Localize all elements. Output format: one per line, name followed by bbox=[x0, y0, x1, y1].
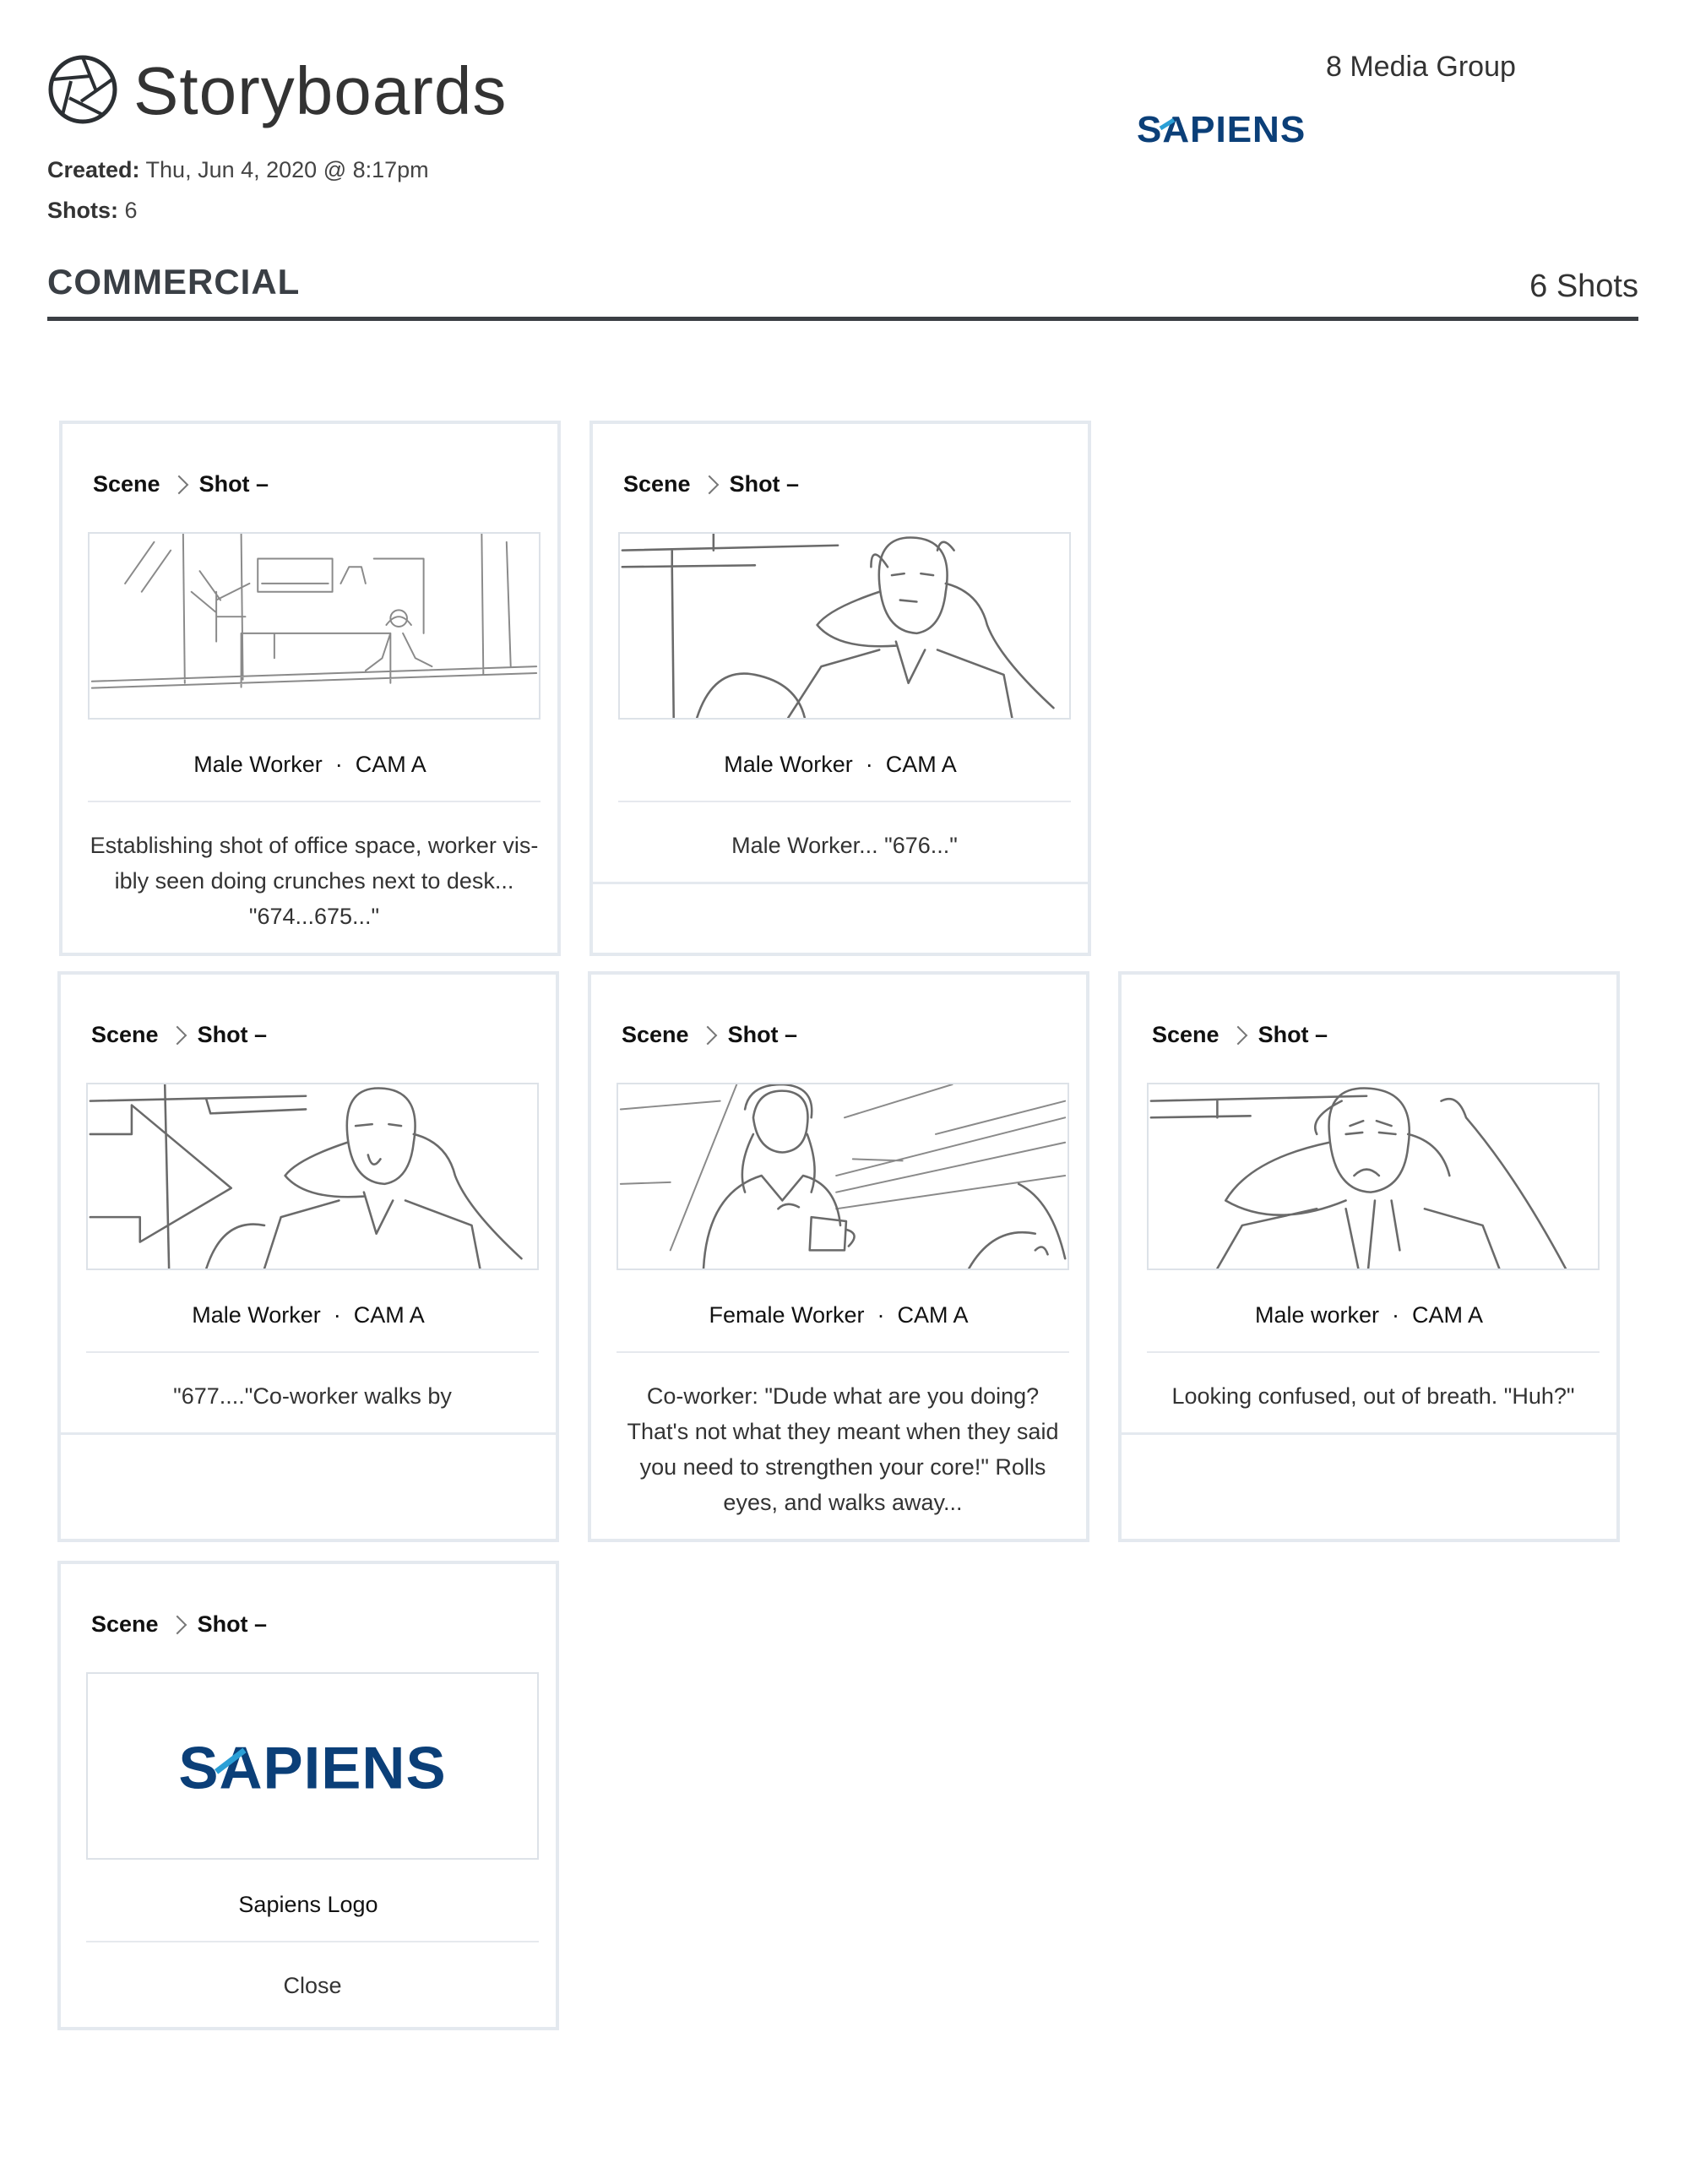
created-line bbox=[47, 157, 429, 183]
shot-thumbnail[interactable] bbox=[86, 1083, 539, 1270]
created-value: Thu, Jun 4, 2020 @ 8:17pm bbox=[145, 157, 429, 182]
chevron-right-icon bbox=[169, 475, 188, 494]
breadcrumb bbox=[91, 1022, 267, 1048]
shot-description: Male Worker... "676..." bbox=[731, 833, 958, 858]
chevron-right-icon bbox=[1228, 1025, 1247, 1045]
chevron-right-icon bbox=[698, 1025, 717, 1045]
confused-worker-sketch-image bbox=[1149, 1084, 1598, 1269]
office-sketch-image bbox=[90, 534, 539, 718]
shot-thumbnail[interactable] bbox=[88, 532, 541, 720]
card-divider bbox=[617, 1351, 1069, 1353]
scene-label: Scene bbox=[91, 1022, 159, 1047]
male-worker-sketch-image bbox=[620, 534, 1069, 718]
chevron-right-icon bbox=[167, 1615, 187, 1634]
breadcrumb bbox=[93, 471, 269, 497]
shot-description: "677...."Co-worker walks by bbox=[173, 1383, 452, 1409]
scene-label: Scene bbox=[622, 1022, 689, 1047]
logo-text: SAPIENS bbox=[178, 1734, 447, 1801]
breadcrumb bbox=[623, 471, 799, 497]
shot-description: Establishing shot of office space, worker vis-ibly seen doing crunches next to desk... "674...675..." bbox=[90, 833, 539, 929]
scene-label: Scene bbox=[93, 471, 160, 497]
shot-label: Shot – bbox=[198, 471, 269, 497]
shot-description: Looking confused, out of breath. "Huh?" bbox=[1171, 1383, 1575, 1409]
shot-label: Shot – bbox=[197, 1022, 268, 1047]
breadcrumb bbox=[1152, 1022, 1328, 1048]
shot-label: Shot – bbox=[1258, 1022, 1328, 1047]
shot-label: Shot – bbox=[197, 1611, 268, 1637]
scene-label: Scene bbox=[1152, 1022, 1220, 1047]
shots-line bbox=[47, 198, 138, 224]
shot-caption: Sapiens Logo bbox=[238, 1892, 378, 1917]
shots-value: 6 bbox=[124, 198, 138, 223]
shot-card[interactable] bbox=[59, 421, 561, 956]
chevron-right-icon bbox=[167, 1025, 187, 1045]
page-title: Storyboards bbox=[133, 53, 508, 128]
female-worker-sketch-image bbox=[618, 1084, 1067, 1269]
shot-caption: Male worker · CAM A bbox=[1254, 1302, 1484, 1328]
card-divider bbox=[618, 801, 1071, 802]
breadcrumb bbox=[91, 1611, 267, 1638]
shot-thumbnail[interactable] bbox=[86, 1672, 539, 1860]
created-label: Created: bbox=[47, 157, 140, 182]
card-body bbox=[1122, 975, 1616, 1435]
shot-count: 6 Shots bbox=[1529, 269, 1638, 304]
card-body bbox=[61, 975, 556, 1435]
shot-caption: Male Worker · CAM A bbox=[192, 1302, 425, 1328]
worker-arrow-sketch-image bbox=[88, 1084, 537, 1269]
card-divider bbox=[1147, 1351, 1600, 1353]
scene-label: Scene bbox=[91, 1611, 159, 1637]
shots-label: Shots: bbox=[47, 198, 118, 223]
chevron-right-icon bbox=[699, 475, 719, 494]
card-body bbox=[593, 424, 1088, 884]
aperture-icon bbox=[47, 54, 118, 125]
shot-label: Shot – bbox=[729, 471, 800, 497]
shot-card[interactable] bbox=[57, 1561, 559, 2030]
breadcrumb bbox=[622, 1022, 797, 1048]
section-divider bbox=[47, 317, 1638, 321]
shot-description: Co-worker: "Dude what are you doing? That's not what they meant when they said you need to strengthen your core!" Rolls eyes, and walks away... bbox=[627, 1383, 1059, 1515]
shot-thumbnail[interactable] bbox=[1147, 1083, 1600, 1270]
shot-card[interactable] bbox=[588, 971, 1089, 1542]
shot-card[interactable] bbox=[589, 421, 1091, 956]
shot-card[interactable] bbox=[57, 971, 559, 1542]
shot-caption: Male Worker · CAM A bbox=[193, 752, 426, 777]
shot-caption: Male Worker · CAM A bbox=[724, 752, 957, 777]
logo-text: SAPIENS bbox=[1137, 109, 1306, 149]
card-divider bbox=[86, 1941, 539, 1942]
shot-label: Shot – bbox=[727, 1022, 798, 1047]
scene-label: Scene bbox=[623, 471, 691, 497]
shot-card[interactable] bbox=[1118, 971, 1620, 1542]
section-title: COMMERCIAL bbox=[47, 262, 301, 302]
sapiens-logo-image bbox=[88, 1674, 537, 1858]
card-divider bbox=[86, 1351, 539, 1353]
sapiens-logo bbox=[1137, 108, 1323, 149]
company-name: 8 Media Group bbox=[1326, 51, 1516, 83]
shot-thumbnail[interactable] bbox=[618, 532, 1071, 720]
shot-caption: Female Worker · CAM A bbox=[709, 1302, 969, 1328]
card-divider bbox=[88, 801, 541, 802]
shot-thumbnail[interactable] bbox=[617, 1083, 1069, 1270]
shot-description: Close bbox=[283, 1973, 342, 1998]
